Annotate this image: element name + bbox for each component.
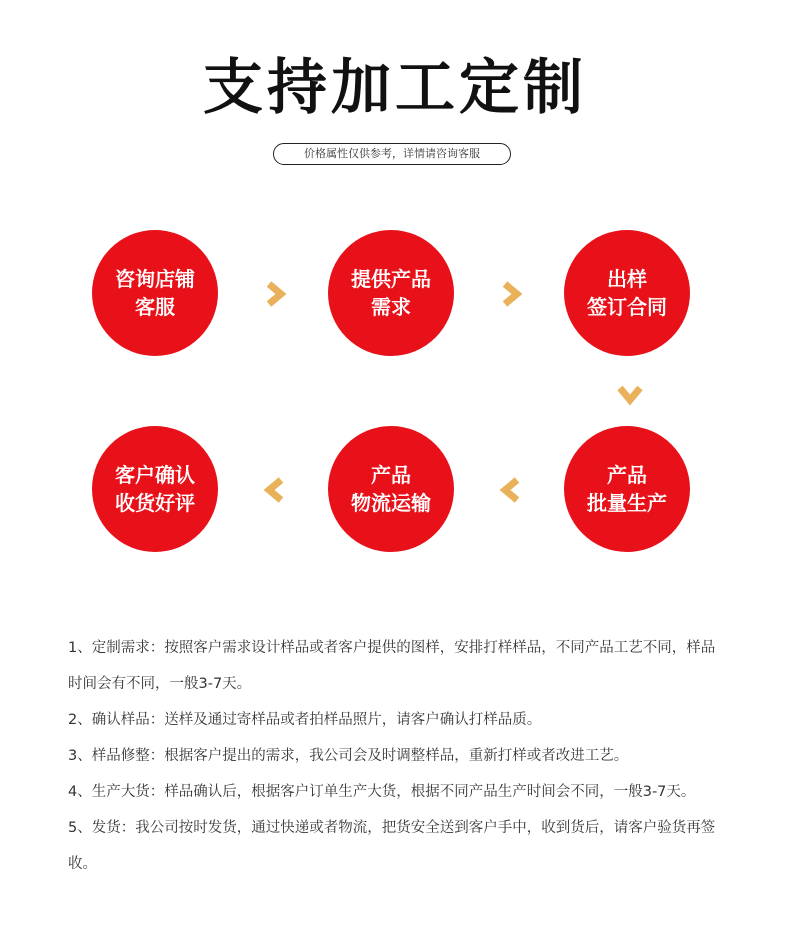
note-item: 1、定制需求：按照客户需求设计样品或者客户提供的图样，安排打样样品，不同产品工艺不同，样品时间会有不同，一般3-7天。 [68,640,716,692]
step-label-line1: 提供产品 [351,267,431,291]
step-label-line2: 收货好评 [115,491,195,515]
step-confirm-receipt [92,426,218,552]
step-label-line2: 客服 [135,295,175,319]
step-sample-contract [564,230,690,356]
step-label-line1: 产品 [371,463,411,487]
note-item: 4、生产大货：样品确认后，根据客户订单生产大货，根据不同产品生产时间会不同，一般3-7天。 [68,784,696,800]
process-notes [68,630,728,882]
page-title: 支持加工定制 [203,53,587,123]
chevron-left-icon [261,476,289,504]
step-label-line2: 批量生产 [587,491,667,515]
price-disclaimer: 价格属性仅供参考，详情请咨询客服 [273,143,511,165]
chevron-left-icon [497,476,525,504]
step-label-line1: 出样 [607,267,647,291]
chevron-down-icon [616,380,644,408]
step-provide-requirements [328,230,454,356]
chevron-right-icon [261,280,289,308]
step-logistics [328,426,454,552]
step-mass-production [564,426,690,552]
note-item: 2、确认样品：送样及通过寄样品或者拍样品照片，请客户确认打样品质。 [68,712,542,728]
step-label-line2: 需求 [371,295,411,319]
step-label-line2: 签订合同 [587,295,667,319]
note-item: 5、发货：我公司按时发货，通过快递或者物流，把货安全送到客户手中，收到货后，请客户验货再签收。 [68,820,716,872]
note-item: 3、样品修整：根据客户提出的需求，我公司会及时调整样品，重新打样或者改进工艺。 [68,748,629,764]
step-label-line1: 客户确认 [115,463,195,487]
step-label-line2: 物流运输 [351,491,431,515]
step-label-line1: 咨询店铺 [115,267,195,291]
chevron-right-icon [497,280,525,308]
step-label-line1: 产品 [607,463,647,487]
step-consult-service [92,230,218,356]
